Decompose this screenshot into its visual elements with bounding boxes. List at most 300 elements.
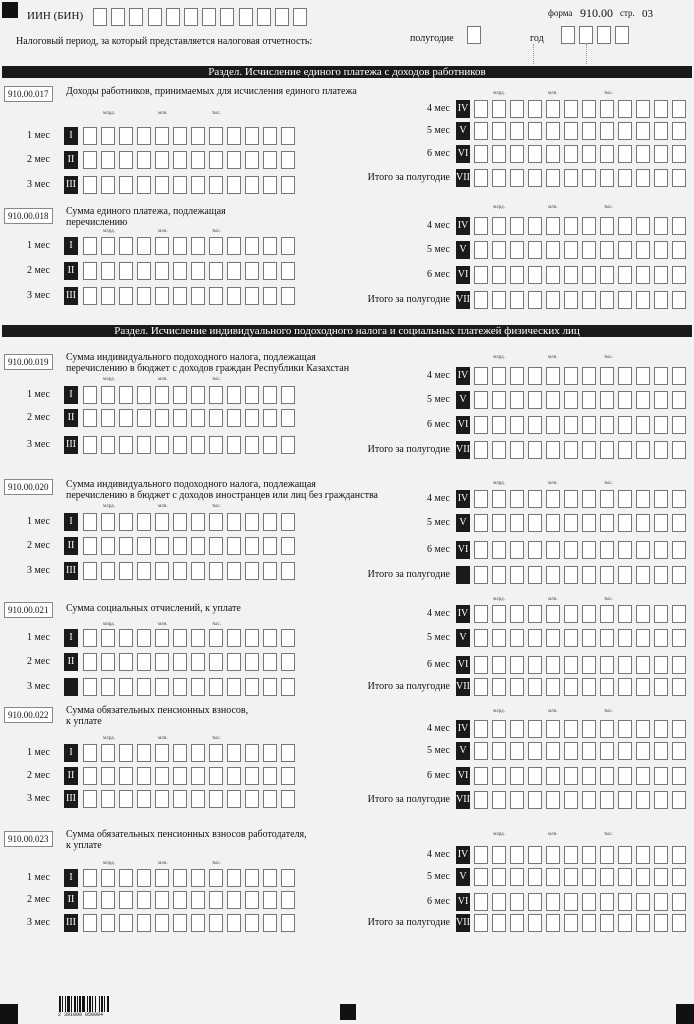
amount-digit-cell[interactable] — [546, 742, 560, 760]
amount-digit-cell[interactable] — [618, 100, 632, 118]
amount-digit-cell[interactable] — [654, 791, 668, 809]
amount-digit-cell[interactable] — [528, 914, 542, 932]
amount-digit-cell[interactable] — [618, 266, 632, 284]
amount-digit-cell[interactable] — [546, 367, 560, 385]
amount-digit-cell[interactable] — [654, 566, 668, 584]
amount-digit-cell[interactable] — [137, 237, 151, 255]
amount-digit-cell[interactable] — [263, 513, 277, 531]
amount-digit-cell[interactable] — [672, 868, 686, 886]
amount-digit-cell[interactable] — [119, 678, 133, 696]
amount-digit-cell[interactable] — [582, 122, 596, 140]
amount-digit-cell[interactable] — [474, 914, 488, 932]
amount-digit-cell[interactable] — [582, 441, 596, 459]
amount-digit-cell[interactable] — [672, 629, 686, 647]
amount-digit-cell[interactable] — [209, 537, 223, 555]
amount-digit-cell[interactable] — [474, 441, 488, 459]
amount-digit-cell[interactable] — [582, 416, 596, 434]
amount-digit-cell[interactable] — [173, 629, 187, 647]
amount-digit-cell[interactable] — [654, 541, 668, 559]
amount-digit-cell[interactable] — [510, 391, 524, 409]
amount-digit-cell[interactable] — [564, 441, 578, 459]
iin-digit-cell[interactable] — [166, 8, 180, 26]
amount-digit-cell[interactable] — [492, 100, 506, 118]
amount-digit-cell[interactable] — [281, 436, 295, 454]
amount-digit-cell[interactable] — [636, 122, 650, 140]
amount-digit-cell[interactable] — [528, 629, 542, 647]
amount-digit-cell[interactable] — [510, 846, 524, 864]
amount-digit-cell[interactable] — [474, 217, 488, 235]
iin-digit-cell[interactable] — [257, 8, 271, 26]
amount-digit-cell[interactable] — [209, 744, 223, 762]
amount-digit-cell[interactable] — [155, 436, 169, 454]
amount-digit-cell[interactable] — [600, 391, 614, 409]
amount-digit-cell[interactable] — [173, 127, 187, 145]
amount-digit-cell[interactable] — [173, 537, 187, 555]
amount-digit-cell[interactable] — [191, 513, 205, 531]
amount-digit-cell[interactable] — [245, 891, 259, 909]
amount-digit-cell[interactable] — [654, 514, 668, 532]
amount-digit-cell[interactable] — [155, 262, 169, 280]
amount-digit-cell[interactable] — [119, 629, 133, 647]
amount-digit-cell[interactable] — [636, 846, 650, 864]
amount-digit-cell[interactable] — [528, 391, 542, 409]
amount-digit-cell[interactable] — [600, 629, 614, 647]
amount-digit-cell[interactable] — [83, 629, 97, 647]
amount-digit-cell[interactable] — [209, 678, 223, 696]
amount-digit-cell[interactable] — [227, 176, 241, 194]
amount-digit-cell[interactable] — [137, 653, 151, 671]
amount-digit-cell[interactable] — [510, 490, 524, 508]
amount-digit-cell[interactable] — [492, 217, 506, 235]
amount-digit-cell[interactable] — [672, 767, 686, 785]
amount-digit-cell[interactable] — [173, 891, 187, 909]
amount-digit-cell[interactable] — [582, 291, 596, 309]
amount-digit-cell[interactable] — [263, 386, 277, 404]
amount-digit-cell[interactable] — [191, 678, 205, 696]
amount-digit-cell[interactable] — [191, 151, 205, 169]
amount-digit-cell[interactable] — [101, 237, 115, 255]
amount-digit-cell[interactable] — [492, 391, 506, 409]
amount-digit-cell[interactable] — [618, 122, 632, 140]
iin-digit-cell[interactable] — [148, 8, 162, 26]
amount-digit-cell[interactable] — [227, 653, 241, 671]
amount-digit-cell[interactable] — [564, 742, 578, 760]
amount-digit-cell[interactable] — [245, 629, 259, 647]
amount-digit-cell[interactable] — [155, 127, 169, 145]
amount-digit-cell[interactable] — [119, 869, 133, 887]
amount-digit-cell[interactable] — [654, 122, 668, 140]
amount-digit-cell[interactable] — [510, 291, 524, 309]
amount-digit-cell[interactable] — [510, 791, 524, 809]
amount-digit-cell[interactable] — [636, 490, 650, 508]
amount-digit-cell[interactable] — [636, 742, 650, 760]
amount-digit-cell[interactable] — [137, 914, 151, 932]
amount-digit-cell[interactable] — [83, 914, 97, 932]
amount-digit-cell[interactable] — [672, 541, 686, 559]
amount-digit-cell[interactable] — [600, 914, 614, 932]
iin-digit-cell[interactable] — [202, 8, 216, 26]
amount-digit-cell[interactable] — [618, 678, 632, 696]
amount-digit-cell[interactable] — [209, 914, 223, 932]
amount-digit-cell[interactable] — [546, 868, 560, 886]
amount-digit-cell[interactable] — [528, 441, 542, 459]
amount-digit-cell[interactable] — [227, 914, 241, 932]
amount-digit-cell[interactable] — [654, 391, 668, 409]
amount-digit-cell[interactable] — [600, 490, 614, 508]
amount-digit-cell[interactable] — [510, 441, 524, 459]
amount-digit-cell[interactable] — [191, 653, 205, 671]
amount-digit-cell[interactable] — [83, 744, 97, 762]
amount-digit-cell[interactable] — [564, 145, 578, 163]
amount-digit-cell[interactable] — [101, 653, 115, 671]
amount-digit-cell[interactable] — [245, 562, 259, 580]
amount-digit-cell[interactable] — [101, 287, 115, 305]
amount-digit-cell[interactable] — [654, 605, 668, 623]
amount-digit-cell[interactable] — [101, 513, 115, 531]
amount-digit-cell[interactable] — [672, 678, 686, 696]
amount-digit-cell[interactable] — [119, 436, 133, 454]
half-year-input[interactable] — [467, 26, 481, 44]
amount-digit-cell[interactable] — [209, 176, 223, 194]
amount-digit-cell[interactable] — [155, 386, 169, 404]
amount-digit-cell[interactable] — [582, 846, 596, 864]
amount-digit-cell[interactable] — [492, 514, 506, 532]
year-digit-cell[interactable] — [597, 26, 611, 44]
amount-digit-cell[interactable] — [600, 742, 614, 760]
amount-digit-cell[interactable] — [155, 767, 169, 785]
amount-digit-cell[interactable] — [263, 127, 277, 145]
amount-digit-cell[interactable] — [209, 409, 223, 427]
amount-digit-cell[interactable] — [654, 720, 668, 738]
amount-digit-cell[interactable] — [83, 127, 97, 145]
amount-digit-cell[interactable] — [654, 241, 668, 259]
amount-digit-cell[interactable] — [83, 436, 97, 454]
iin-digit-cell[interactable] — [93, 8, 107, 26]
amount-digit-cell[interactable] — [672, 566, 686, 584]
amount-digit-cell[interactable] — [600, 291, 614, 309]
amount-digit-cell[interactable] — [636, 893, 650, 911]
amount-digit-cell[interactable] — [528, 145, 542, 163]
amount-digit-cell[interactable] — [245, 513, 259, 531]
amount-digit-cell[interactable] — [474, 791, 488, 809]
amount-digit-cell[interactable] — [137, 436, 151, 454]
amount-digit-cell[interactable] — [101, 744, 115, 762]
year-digit-cell[interactable] — [579, 26, 593, 44]
amount-digit-cell[interactable] — [474, 145, 488, 163]
amount-digit-cell[interactable] — [618, 767, 632, 785]
amount-digit-cell[interactable] — [672, 514, 686, 532]
amount-digit-cell[interactable] — [528, 678, 542, 696]
amount-digit-cell[interactable] — [492, 868, 506, 886]
amount-digit-cell[interactable] — [137, 151, 151, 169]
amount-digit-cell[interactable] — [263, 237, 277, 255]
amount-digit-cell[interactable] — [582, 217, 596, 235]
amount-digit-cell[interactable] — [101, 127, 115, 145]
amount-digit-cell[interactable] — [582, 767, 596, 785]
amount-digit-cell[interactable] — [654, 868, 668, 886]
amount-digit-cell[interactable] — [654, 291, 668, 309]
amount-digit-cell[interactable] — [245, 237, 259, 255]
amount-digit-cell[interactable] — [600, 541, 614, 559]
amount-digit-cell[interactable] — [582, 742, 596, 760]
amount-digit-cell[interactable] — [636, 914, 650, 932]
amount-digit-cell[interactable] — [281, 678, 295, 696]
amount-digit-cell[interactable] — [636, 868, 650, 886]
amount-digit-cell[interactable] — [636, 441, 650, 459]
amount-digit-cell[interactable] — [636, 266, 650, 284]
amount-digit-cell[interactable] — [263, 176, 277, 194]
amount-digit-cell[interactable] — [191, 891, 205, 909]
amount-digit-cell[interactable] — [492, 767, 506, 785]
amount-digit-cell[interactable] — [281, 744, 295, 762]
amount-digit-cell[interactable] — [119, 262, 133, 280]
amount-digit-cell[interactable] — [492, 914, 506, 932]
amount-digit-cell[interactable] — [528, 656, 542, 674]
amount-digit-cell[interactable] — [618, 541, 632, 559]
amount-digit-cell[interactable] — [263, 653, 277, 671]
amount-digit-cell[interactable] — [137, 176, 151, 194]
amount-digit-cell[interactable] — [636, 656, 650, 674]
amount-digit-cell[interactable] — [83, 869, 97, 887]
amount-digit-cell[interactable] — [474, 720, 488, 738]
amount-digit-cell[interactable] — [281, 513, 295, 531]
amount-digit-cell[interactable] — [263, 744, 277, 762]
amount-digit-cell[interactable] — [546, 291, 560, 309]
amount-digit-cell[interactable] — [155, 287, 169, 305]
amount-digit-cell[interactable] — [137, 537, 151, 555]
amount-digit-cell[interactable] — [155, 537, 169, 555]
amount-digit-cell[interactable] — [227, 151, 241, 169]
amount-digit-cell[interactable] — [173, 767, 187, 785]
amount-digit-cell[interactable] — [618, 629, 632, 647]
amount-digit-cell[interactable] — [546, 629, 560, 647]
amount-digit-cell[interactable] — [281, 562, 295, 580]
amount-digit-cell[interactable] — [101, 409, 115, 427]
amount-digit-cell[interactable] — [137, 127, 151, 145]
amount-digit-cell[interactable] — [474, 100, 488, 118]
amount-digit-cell[interactable] — [173, 287, 187, 305]
amount-digit-cell[interactable] — [155, 678, 169, 696]
amount-digit-cell[interactable] — [600, 767, 614, 785]
year-digit-cell[interactable] — [615, 26, 629, 44]
amount-digit-cell[interactable] — [510, 122, 524, 140]
amount-digit-cell[interactable] — [492, 893, 506, 911]
amount-digit-cell[interactable] — [155, 629, 169, 647]
amount-digit-cell[interactable] — [155, 744, 169, 762]
amount-digit-cell[interactable] — [245, 869, 259, 887]
amount-digit-cell[interactable] — [636, 605, 650, 623]
amount-digit-cell[interactable] — [582, 145, 596, 163]
amount-digit-cell[interactable] — [582, 720, 596, 738]
amount-digit-cell[interactable] — [618, 490, 632, 508]
amount-digit-cell[interactable] — [492, 605, 506, 623]
amount-digit-cell[interactable] — [209, 436, 223, 454]
amount-digit-cell[interactable] — [510, 605, 524, 623]
amount-digit-cell[interactable] — [101, 537, 115, 555]
amount-digit-cell[interactable] — [173, 436, 187, 454]
amount-digit-cell[interactable] — [227, 287, 241, 305]
amount-digit-cell[interactable] — [209, 262, 223, 280]
amount-digit-cell[interactable] — [582, 266, 596, 284]
amount-digit-cell[interactable] — [101, 386, 115, 404]
amount-digit-cell[interactable] — [654, 367, 668, 385]
amount-digit-cell[interactable] — [137, 287, 151, 305]
amount-digit-cell[interactable] — [119, 537, 133, 555]
amount-digit-cell[interactable] — [546, 391, 560, 409]
amount-digit-cell[interactable] — [672, 391, 686, 409]
amount-digit-cell[interactable] — [281, 262, 295, 280]
amount-digit-cell[interactable] — [636, 391, 650, 409]
amount-digit-cell[interactable] — [672, 893, 686, 911]
amount-digit-cell[interactable] — [600, 241, 614, 259]
amount-digit-cell[interactable] — [654, 629, 668, 647]
amount-digit-cell[interactable] — [654, 742, 668, 760]
amount-digit-cell[interactable] — [510, 720, 524, 738]
amount-digit-cell[interactable] — [672, 367, 686, 385]
amount-digit-cell[interactable] — [119, 891, 133, 909]
amount-digit-cell[interactable] — [582, 100, 596, 118]
amount-digit-cell[interactable] — [564, 217, 578, 235]
amount-digit-cell[interactable] — [227, 513, 241, 531]
amount-digit-cell[interactable] — [600, 367, 614, 385]
amount-digit-cell[interactable] — [209, 287, 223, 305]
amount-digit-cell[interactable] — [119, 237, 133, 255]
amount-digit-cell[interactable] — [636, 541, 650, 559]
amount-digit-cell[interactable] — [191, 767, 205, 785]
amount-digit-cell[interactable] — [546, 441, 560, 459]
amount-digit-cell[interactable] — [672, 846, 686, 864]
amount-digit-cell[interactable] — [227, 790, 241, 808]
amount-digit-cell[interactable] — [155, 790, 169, 808]
amount-digit-cell[interactable] — [510, 914, 524, 932]
amount-digit-cell[interactable] — [101, 562, 115, 580]
amount-digit-cell[interactable] — [546, 656, 560, 674]
amount-digit-cell[interactable] — [582, 391, 596, 409]
amount-digit-cell[interactable] — [492, 145, 506, 163]
amount-digit-cell[interactable] — [173, 262, 187, 280]
amount-digit-cell[interactable] — [263, 537, 277, 555]
amount-digit-cell[interactable] — [564, 367, 578, 385]
amount-digit-cell[interactable] — [474, 391, 488, 409]
amount-digit-cell[interactable] — [245, 678, 259, 696]
amount-digit-cell[interactable] — [618, 893, 632, 911]
amount-digit-cell[interactable] — [528, 846, 542, 864]
amount-digit-cell[interactable] — [263, 891, 277, 909]
amount-digit-cell[interactable] — [654, 656, 668, 674]
amount-digit-cell[interactable] — [137, 513, 151, 531]
amount-digit-cell[interactable] — [672, 720, 686, 738]
amount-digit-cell[interactable] — [510, 100, 524, 118]
amount-digit-cell[interactable] — [510, 145, 524, 163]
amount-digit-cell[interactable] — [510, 893, 524, 911]
amount-digit-cell[interactable] — [173, 176, 187, 194]
amount-digit-cell[interactable] — [600, 169, 614, 187]
amount-digit-cell[interactable] — [600, 720, 614, 738]
amount-digit-cell[interactable] — [173, 744, 187, 762]
amount-digit-cell[interactable] — [137, 629, 151, 647]
amount-digit-cell[interactable] — [155, 653, 169, 671]
amount-digit-cell[interactable] — [245, 790, 259, 808]
amount-digit-cell[interactable] — [492, 720, 506, 738]
amount-digit-cell[interactable] — [245, 287, 259, 305]
amount-digit-cell[interactable] — [245, 653, 259, 671]
amount-digit-cell[interactable] — [155, 237, 169, 255]
amount-digit-cell[interactable] — [137, 790, 151, 808]
amount-digit-cell[interactable] — [245, 151, 259, 169]
amount-digit-cell[interactable] — [672, 122, 686, 140]
amount-digit-cell[interactable] — [492, 122, 506, 140]
amount-digit-cell[interactable] — [600, 266, 614, 284]
amount-digit-cell[interactable] — [227, 744, 241, 762]
amount-digit-cell[interactable] — [528, 893, 542, 911]
amount-digit-cell[interactable] — [191, 869, 205, 887]
amount-digit-cell[interactable] — [528, 291, 542, 309]
amount-digit-cell[interactable] — [281, 127, 295, 145]
amount-digit-cell[interactable] — [263, 869, 277, 887]
iin-digit-cell[interactable] — [239, 8, 253, 26]
amount-digit-cell[interactable] — [492, 656, 506, 674]
amount-digit-cell[interactable] — [510, 169, 524, 187]
amount-digit-cell[interactable] — [83, 176, 97, 194]
amount-digit-cell[interactable] — [173, 513, 187, 531]
amount-digit-cell[interactable] — [281, 891, 295, 909]
amount-digit-cell[interactable] — [546, 791, 560, 809]
amount-digit-cell[interactable] — [564, 893, 578, 911]
amount-digit-cell[interactable] — [510, 541, 524, 559]
amount-digit-cell[interactable] — [245, 744, 259, 762]
amount-digit-cell[interactable] — [510, 868, 524, 886]
amount-digit-cell[interactable] — [474, 656, 488, 674]
amount-digit-cell[interactable] — [474, 367, 488, 385]
amount-digit-cell[interactable] — [510, 514, 524, 532]
amount-digit-cell[interactable] — [474, 893, 488, 911]
amount-digit-cell[interactable] — [281, 176, 295, 194]
iin-digit-cell[interactable] — [275, 8, 289, 26]
amount-digit-cell[interactable] — [492, 241, 506, 259]
amount-digit-cell[interactable] — [227, 127, 241, 145]
amount-digit-cell[interactable] — [155, 914, 169, 932]
amount-digit-cell[interactable] — [492, 416, 506, 434]
amount-digit-cell[interactable] — [510, 241, 524, 259]
amount-digit-cell[interactable] — [510, 217, 524, 235]
amount-digit-cell[interactable] — [474, 868, 488, 886]
amount-digit-cell[interactable] — [83, 237, 97, 255]
amount-digit-cell[interactable] — [564, 416, 578, 434]
amount-digit-cell[interactable] — [155, 513, 169, 531]
amount-digit-cell[interactable] — [83, 151, 97, 169]
amount-digit-cell[interactable] — [636, 169, 650, 187]
amount-digit-cell[interactable] — [281, 287, 295, 305]
amount-digit-cell[interactable] — [101, 790, 115, 808]
amount-digit-cell[interactable] — [245, 537, 259, 555]
amount-digit-cell[interactable] — [564, 678, 578, 696]
amount-digit-cell[interactable] — [119, 744, 133, 762]
amount-digit-cell[interactable] — [636, 629, 650, 647]
amount-digit-cell[interactable] — [281, 629, 295, 647]
amount-digit-cell[interactable] — [155, 891, 169, 909]
amount-digit-cell[interactable] — [672, 742, 686, 760]
amount-digit-cell[interactable] — [474, 566, 488, 584]
amount-digit-cell[interactable] — [474, 291, 488, 309]
amount-digit-cell[interactable] — [546, 720, 560, 738]
amount-digit-cell[interactable] — [564, 791, 578, 809]
amount-digit-cell[interactable] — [492, 742, 506, 760]
amount-digit-cell[interactable] — [618, 868, 632, 886]
amount-digit-cell[interactable] — [654, 490, 668, 508]
amount-digit-cell[interactable] — [137, 767, 151, 785]
amount-digit-cell[interactable] — [582, 605, 596, 623]
amount-digit-cell[interactable] — [528, 490, 542, 508]
